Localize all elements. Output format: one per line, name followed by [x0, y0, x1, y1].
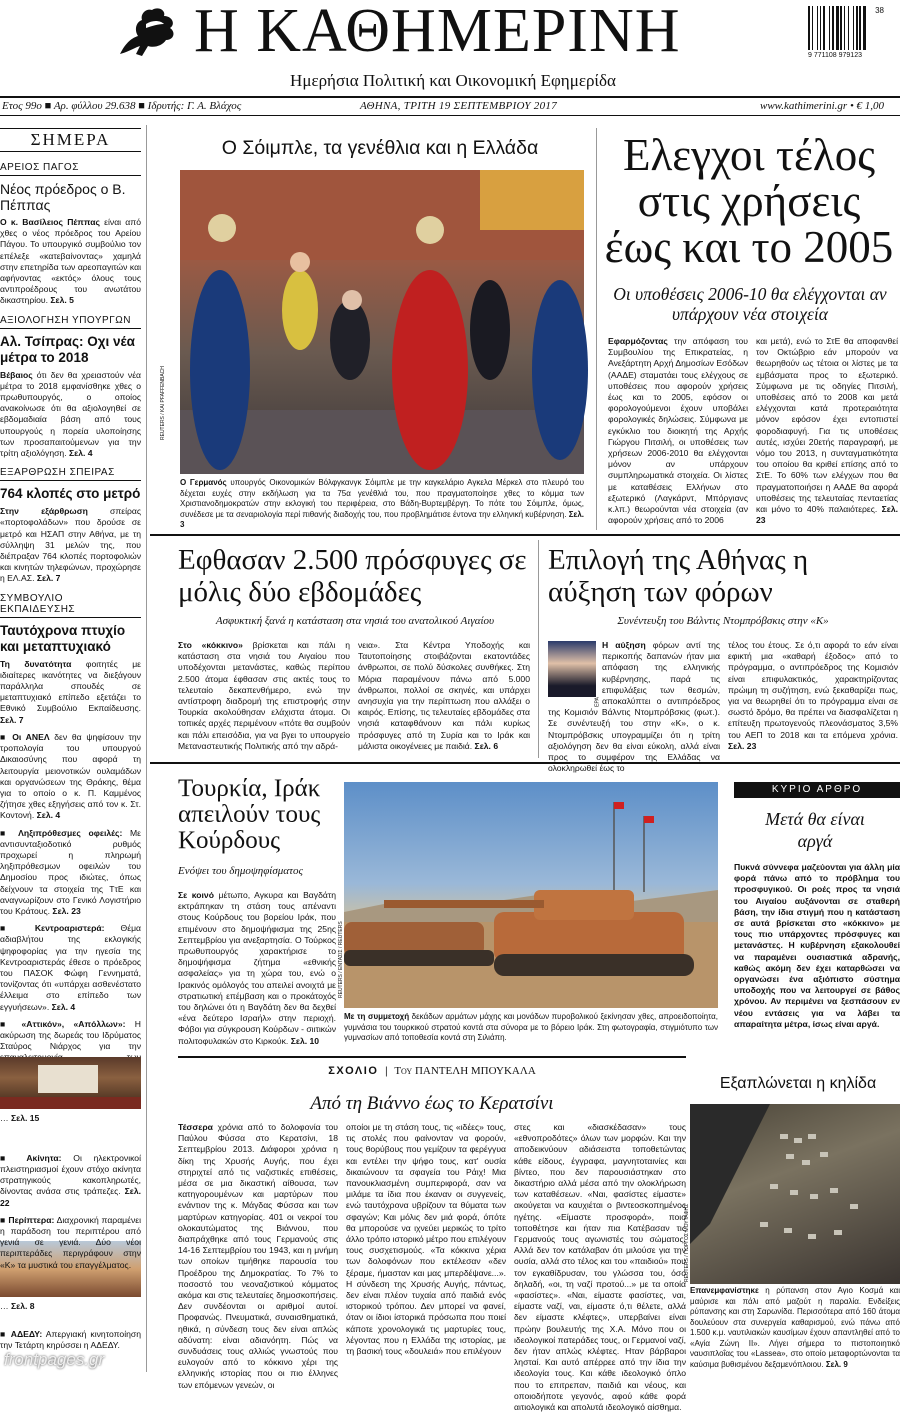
- sidebar: [0, 120, 141, 1372]
- cinema-photo: [0, 1057, 141, 1109]
- section-label: ΣΥΜΒΟΥΛΙΟ ΕΚΠΑΙΔΕΥΣΗΣ: [0, 593, 141, 618]
- masthead-subtitle: Ημερήσια Πολιτική και Οικονομική Εφημερίδα: [290, 71, 616, 90]
- section-label: ΕΞΑΡΘΡΩΣΗ ΣΠΕΙΡΑΣ: [0, 467, 141, 481]
- barcode-bar: [863, 6, 866, 50]
- rule-mid-bottom: [150, 762, 900, 764]
- spill-headline[interactable]: Εξαπλώνεται η κηλίδα: [719, 1075, 877, 1092]
- taxes-headline[interactable]: Επιλογή της Αθήνας η αύξηση των φόρων: [548, 544, 809, 608]
- refugees-col-2: νεια». Στα Κέντρα Υποδοχής και Ταυτοποίησης στοιβάζονται εκατοντάδες άνθρωποι, σε πολύ δύσκολες συνθήκες. Στη Μόρια παραμένουν πάνω από 5.000 άνθρωποι, πολλοί σε σκηνές, και υπάρχει ανησυχία για την περίπτωση που αλλάξει ο καιρός. Επίσης, τις τελευταίες εβδομάδες στα νησιά καταφθάνουν και πάλι κυρίως πρόσφυγες από τη Συρία και το Ιράκ και μάλιστα οικογένειες με παιδιά. Σελ. 6: [358, 640, 530, 751]
- section-headline[interactable]: Αλ. Τσίπρας: Οχι νέα μέτρα το 2018: [0, 333, 135, 365]
- top-photo-caption: Ο Γερμανός υπουργός Οικονομικών Βόλφγκανγκ Σόιμπλε με την καγκελάριο Αγκελα Μέρκελ στο πλευρό του δέχεται ευχές στην εκδήλωση για τα 75α γενέθλιά του, που πραγματοποίησε χθες το κόμμα των Χριστιανοδημοκρατών στην εκλογική του περιφέρεια, στο Βάδη-Βυρτεμβέργη. Το πότε του Σόιμπλε, όμως, συνέδεσε με τα σεναριολογία περί πιθανής διαδοχής του, που προβλημάτισε έντονα την ελληνική κυβέρνηση. Σελ. 3: [180, 478, 584, 529]
- refugees-divider: [538, 540, 539, 758]
- square-bullet-icon: ■: [0, 1328, 11, 1339]
- section-headline[interactable]: Ταυτόχρονα πτυχίο και μεταπτυχιακό: [0, 622, 126, 654]
- barcode-bars: [808, 6, 876, 50]
- schaeuble-photo: [180, 170, 584, 474]
- barcode-bar: [817, 6, 818, 50]
- section-label: ΑΡΕΙΟΣ ΠΑΓΟΣ: [0, 162, 141, 176]
- main-divider: [596, 128, 597, 530]
- barcode-bar: [832, 6, 834, 50]
- column-col-2: οποίοι με τη στάση τους, τις «ιδέες» τους, τις στολές που φαίνονταν να φορούν, τους θορύβους που γεμίζουν τα φερέγγυα και εντέλει την ψήφο τους, κατ' ουσία δικαιώνουν τα σφαγεία του Ράιχ! Μια πανουκλιασμένη συμπεριφορά, σαν να μιλάμε τα ίδια που έκαναν οι συγγενείς, ενώ ταυτόχρονα υβρίζουν τα θύματα των σφαγών; Και μόλις δεν μιά φορά, όπότε θα μπορούσε να ιχνεύει μερικώς το τρίτο άλλο τρόπο ιστορικό μέτρο που επιλέγουν τους συσχετισμούς. «Τα κόκκινα χέρια των δολοφόνων που εκτέλεσαν «δεν ξέραμε, ήμασταν και μας μπερδέψανε...». Η σύνδεση της Χρυσής Αυγής, πάντως, δεν είναι πλέον τυχαία από παιδιά ενός ιστορικού τρόπου. Δεν μπορεί να φανεί, όταν οι ίδιοι ίστορικά πρόσωπα που ποιεί κάποτε χρονολογικά τις μαρτυρίες τους, λέγοντας που η Ελλάδα της ιστορίας, με τη βασική τους «δουλειά» που επιλέγουν: [346, 1122, 506, 1357]
- section-label: ΑΞΙΟΛΟΓΗΣΗ ΥΠΟΥΡΓΩΝ: [0, 315, 141, 329]
- column-label: ΣΧΟΛΙΟ: [328, 1065, 379, 1077]
- column-separator: |: [385, 1065, 388, 1077]
- frontpages-watermark: frontpages.gr: [4, 1350, 105, 1369]
- spill-scene: [690, 1104, 900, 1284]
- main-col-1: Εφαρμόζοντας την απόφαση του Συμβουλίου της Επικρατείας, η Ανεξάρτητη Αρχή Δημοσίων Εσόδων (ΑΑΔΕ) σταματάει τους ελέγχους σε υποθέσεις που αφορούν χρήσεις έως και το 2005, εφόσον οι φορολογούμενοι έχουν υποβάλει φορολογικές δηλώσεις. Σύμφωνα με εγκύκλιο του διοικητή της Αρχής Γιώργου Πιτσιλή, οι υποθέσεις των χρήσεων 2006-2010 θα ελέγχονται μόνον αν υπάρχουν συμπληρωματικά στοιχεία. Οι λίστες με καταθέσεις Ελλήνων στο εξωτερικό (Λαγκάρντ, Μπόργιανς κ.λπ.) θεωρούνται νέα στοιχεία (αν αφορούν χρήσεις από το 2006: [608, 336, 748, 526]
- refugees-subhead: Ασφυκτική ξανά η κατάσταση στα νησιά του ανατολικού Αιγαίου: [215, 615, 495, 627]
- barcode-bar: [848, 6, 849, 50]
- section-text: Βέβαιος ότι δεν θα χρειαστούν νέα μέτρα το 2018 εμφανίσθηκε χθες ο πρωθυπουργός, ο οποίος ανακοίνωσε ότι θα αξιολογηθεί σε εβδομαδιαία βάση από τους υπουργούς η πορεία υλοποίησης των προσαπαιτούμενων για την τρίτη αξιολόγηση. Σελ. 4: [0, 369, 141, 459]
- rule-column-top: [178, 1056, 686, 1058]
- barcode-bar: [829, 6, 830, 50]
- square-bullet-icon: ■: [0, 1152, 27, 1163]
- barcode-bar: [859, 6, 861, 50]
- masthead-logo: [112, 2, 182, 62]
- barcode-bar: [820, 6, 821, 50]
- editorial-box: [730, 782, 900, 1046]
- section-text: Ο κ. Βασίλειος Πέππας είναι από χθες ο νέος πρόεδρος του Αρείου Πάγου. Το υπουργικό συμβούλιο τον επέλεξε «κατεβαίνοντας» χαμηλά στην επετηρίδα των αρεοπαγιτών και αφήνοντας «εκτός» όλους τους αντιπροέδρους του ανωτάτου δικαστηρίου. Σελ. 5: [0, 217, 141, 306]
- section-text: Τη δυνατότητα φοιτητές με ιδιαίτερες ικανότητες να διεξάγουν παράλληλα σπουδές σε μεταπτυχιακό επίπεδο εξετάζει το Εθνικό Συμβούλιο Εκπαίδευσης. Σελ. 7: [0, 658, 141, 725]
- taxes-subhead: Συνέντευξη του Βάλντις Ντομπρόβσκις στην «Κ»: [617, 615, 829, 627]
- square-bullet-icon: ■: [0, 923, 35, 934]
- barcode-bar: [808, 6, 810, 50]
- kurds-subhead: Ενόψει του δημοψηφίσματος: [178, 865, 303, 877]
- masthead-info: Ετος 99ο ■ Αρ. φύλλου 29.638 ■ Ιδρυτής: Γ. Α. Βλάχος: [2, 100, 242, 112]
- rule-mid-top: [150, 534, 900, 536]
- sidebar-bullet: ■ «Αττικόν», «Απόλλων»: Η ακύρωση της δωρεάς του Ιδρύματος Σταύρος Νιάρχος για την: [0, 1018, 141, 1052]
- spill-photo: [690, 1104, 900, 1284]
- taxes-col-1: EPA Η αύξηση φόρων αντί της περικοπής δαπανών ήταν μια απόφαση της ελληνικής κυβέρνησης, παρά τις επιφυλάξεις των θεσμών, αποκαλύπτει ο αντιπρόεδρος της Κομισιόν Βάλντις Ντομπρόβσκις (φωτ.). Σε συνέντευξή του στην «Κ», ο κ. Ντομπρόβσκις υπογραμμίζει ότι η τρίτη αξιολόγηση δεν θα είναι εύκολη, αλλά είναι προς το συμφέρον της Ελλάδας να ολοκληρωθεί έως το: [548, 640, 721, 774]
- sidebar-bullet: ■ Ακίνητα: Οι ηλεκτρονικοί πλειστηριασμοί έχουν στόχο ακίνητα στρατηγικούς κακοπληρωτές, δίνοντας ανάσα στις τράπεζες. Σελ. 22: [0, 1152, 142, 1208]
- barcode-issue: 38: [875, 6, 884, 15]
- sidebar-bullet: ■ Κεντροαριστερά: Θέμα αδιαβλήτου της εκλογικής ψηφοφορίας για την ηγεσία της Κεντροαριστεράς έθεσε ο πρόεδρος του ΠΑΣΟΚ Φώφη Γεννηματά, τονίζοντας ότι «υπάρχει ασθενέστατο έλλειμα στο επίπεδο των εγγυήσεων». Σελ. 4: [0, 923, 141, 1012]
- sidebar-bullet-continued: … Σελ. 8: [0, 1300, 35, 1311]
- kurds-text: Σε κοινό μέτωπο, Αγκυρα και Βαγδάτη εκτράπηκαν τη στάση τους απέναντι στους Κούρδους του βορείου Ιράκ, που επιμένουν στο δημοψήφισμα της 25ης Σεπτεμβρίου για ανεξαρτησία. Ο Τούρκος πρωθυπουργός χαρακτήρισε το δημοψήφισμα ζήτημα «εθνικής ασφαλείας» για τη χώρα του, ενώ ο Ιρακινός ομόλογός του απειλεί ανοιχτά με στρατιωτική επέμβαση και ο προκάτοχός του δηλώνει ότι η Βαγδάτη δεν θα δεχθεί «ένα δεύτερο Ισραήλ» στην περιοχή. Φόβοι για σύγκρουση Κούρδων - σιιτικών πολιτοφυλακών στο Κιρκούκ. Σελ. 10: [178, 890, 336, 1046]
- column-byline: [178, 1064, 686, 1078]
- barcode-bar: [844, 6, 845, 50]
- barcode-bar: [823, 6, 825, 50]
- section-text: Στην εξάρθρωση σπείρας «πορτοφολάδων» που δρούσε σε μετρό και ΗΣΑΠ στην Αθήνα, με τη σύλληψη 31 μελών της, που διέπραξαν 764 κλοπές πορτοφολιών και κινητών τηλεφώνων, προχώρησε η ΕΛ.ΑΣ. Σελ. 7: [0, 506, 141, 584]
- barcode: [808, 6, 884, 62]
- masthead-web-price: www.kathimerini.gr • € 1,00: [760, 100, 885, 112]
- sidebar-bullet: ■ Ληξιπρόθεσμες οφειλές: Με αντισυνταξιοδοτικό ρυθμός προχωρεί η πληρωμή ληξιπρόθεσμων οφειλών του Δημοσίου προς ιδιώτες, όπως δείχνουν τα στοιχεία της ΤτΕ και αναγνωρίζουν στο Γενικό Λογιστήριο του Κράτους. Σελ. 23: [0, 827, 141, 916]
- masthead-rule-bottom: [0, 115, 900, 116]
- barcode-bar: [856, 6, 858, 50]
- barcode-bar: [812, 6, 813, 50]
- top-photo-credit: REUTERS / KAI PFAFFENBACH: [160, 366, 166, 440]
- griffin-logo-icon: [112, 2, 182, 62]
- sidebar-section: [0, 162, 141, 307]
- section-headline[interactable]: 764 κλοπές στο μετρό: [0, 486, 141, 502]
- masthead-rule-top: [0, 96, 900, 98]
- spill-photo-credit: REUTERS / ΓΙΩΡΓΟΣ ΜΟΥΤΑΦΗΣ: [684, 1203, 690, 1282]
- barcode-bar: [853, 6, 854, 50]
- kurds-headline[interactable]: Τουρκία, Ιράκ απειλούν τους Κούρδους: [178, 775, 321, 854]
- main-headline[interactable]: Ελεγχοι τέλος στις χρήσεις έως και το 2005: [604, 130, 894, 272]
- square-bullet-icon: ■: [0, 731, 13, 742]
- sidebar-bullet: ■ Περίπτερα: Διαχρονική παραμένει η παράδοση του περιπτέρου από γενιά σε γενιά. Δύο νέοι περιπτεράδες περιγράφουν στην «Κ» τα μυστικά του επαγγέλματος.: [0, 1214, 141, 1270]
- sidebar-section: [0, 593, 141, 726]
- tanks-photo: [344, 782, 718, 1008]
- masthead-date: ΑΘΗΝΑ, ΤΡΙΤΗ 19 ΣΕΠΤΕΜΒΡΙΟΥ 2017: [360, 100, 558, 112]
- tanks-caption: Με τη συμμετοχή δεκάδων αρμάτων μάχης και μονάδων πυροβολικού ξεκίνησαν χθες, απροειδοποίητα, γυμνάσια του τουρκικού στρατού κοντά στα σύνορα με το βόρειο Ιράκ. Στη φωτογραφία, στιγμιότυπο των γυμνασίων από τοποθεσία κοντά στη Σιλιάπη.: [344, 1012, 718, 1042]
- barcode-number: 9 771108 979123: [808, 52, 862, 59]
- editorial-text: Πυκνά σύννεφα μαζεύονται για άλλη μία φορά πάνω από το πρόβλημα του προσφυγικού. Οι ροές προς τα νησιά του Αιγαίου αυξάνονται σε σταθερή βάση, την ίδια στιγμή που η κατάσταση σε αυτά βρίσκεται στο «κόκκινο» με τους πιο υπάρχοντες πρόσφυγες και μετανάστες. Η κυβέρνηση εξακολουθεί να παραμένει ουσιαστικά αδρανής, καθώς ακόμη δεν έχει καταρθώσει να οργανώσει ένα αξιόπιστο σύστημα υποδοχής που να λειτουργεί σε βάθος χρόνου. Αν περιμένει να ξεσπάσουν εν νέου εντάσεις για να λάβει τα απαραίτητα μέτρα, ίσως είναι αργά.: [734, 862, 900, 1029]
- sidebar-section: [0, 467, 141, 584]
- sidebar-bullet: ■ Οι ΑΝΕΛ δεν θα ψηφίσουν την τροπολογία του υπουργού Δικαιοσύνης που αφορά τη λειτουργία μειονοτικών ουλαμάδων και οργανώσεων της Θράκης, θέμα για το οποίο ο κ. Π. Καμμένος ζήτησε χθες εξηγήσεις από τον κ. Στ. Κοντονή. Σελ. 4: [0, 731, 141, 821]
- square-bullet-icon: ■: [0, 827, 19, 838]
- main-subhead: Οι υποθέσεις 2006-10 θα ελέγχονται αν υπάρχουν νέα στοιχεία: [613, 284, 887, 324]
- column-author: Του ΠΑΝΤΕΛΗ ΜΠΟΥΚΑΛΑ: [394, 1065, 536, 1077]
- barcode-bar: [840, 6, 842, 50]
- editorial-title[interactable]: Μετά θα είναι αργά: [765, 809, 865, 851]
- photo-scene: [180, 170, 584, 474]
- top-photo-headline[interactable]: Ο Σόιμπλε, τα γενέθλια και η Ελλάδα: [221, 137, 539, 159]
- sidebar-bullet-continued: … Σελ. 15: [0, 1112, 40, 1123]
- barcode-bar: [836, 6, 839, 50]
- refugees-headline[interactable]: Εφθασαν 2.500 πρόσφυγες σε μόλις δύο εβδομάδες: [178, 544, 527, 608]
- section-headline[interactable]: Νέος πρόεδρος ο Β. Πέππας: [0, 181, 126, 213]
- refugees-col-1: Στο «κόκκινο» βρίσκεται και πάλι η κατάσταση στα νησιά του Αιγαίου που υποδέχονται μετανάστες, καθώς περίπου 2.500 άτομα έφθασαν στις ακτές τους το τελευταίο δεκαπενθήμερο, ενώ την αντίστροφη διαδρομή της επιστροφής στην Τουρκία ακολούθησαν ελάχιστα άτομα. Οι τοπικές αρχές περιμένουν «πότε θα συμβούν και πάλι επεισόδια, για να βγει το υπουργείο Μεταναστευτικής Πολιτικής από την αδρά-: [178, 640, 350, 751]
- photo-tag: EPA: [594, 697, 601, 707]
- sidebar-header: ΣΗΜΕΡΑ: [0, 128, 141, 152]
- sidebar-divider: [146, 125, 147, 1372]
- column-col-3: στες και «διασκέδασαν» τους «εθνοπροδότες» όλων των μορφών. Και την αποδεικνύουν αδιάσειστα τοποθετώντας κάθε είδους, έγγραφα, μαγνητοταινίες και βίντεο, που δεν παρουσιάστηκαν στο δικαστήριο αλλά μέσα από την ολοκλήρωση των καταθέσεων. «Ναι, φασίστες είμαστε» ακούγεται να καυχιέται ο βιντεοσκοπημένος ηγέτης. «Είμαστε προσφορά», ποιο τοποθέτησε και ήταν πια Κατέβασαν τις Γερμανούς τους αγωνιστές του σώματος. Αλλά δεν τον κατάλαβαν ότι μιλούσε για την ουσία, αλλά στο τέλος και του «παιδιού» που τον εγκαθίδρυσαν, του γλώσσα του, όσο δηλαδή, «οι, τη ναζί προτού...» με τα οποία «φασίστες». «Ναι, είμαστε φασίστες, ναι, είμαστε ναζί, ναι, είμαστε ό,τι θέλετε, αλλά δεν είμαστε κλέφτες», υπερβαίνει είναι πρώην βουλευτής της Χ.Α. Μόνο που οι ιδεολογικοί πατεράδες τους, οι Γερμανοί ναζί, δεν ήταν απλώς κλέφτες. Ηταν βάρβαροι λησταί. Και αυτό απέρρεε από την ίδια την ιδεολογία τους. Και κάθε ιδεολογικό όπλο που το επιτρεπαν, παιδιά και νέους, και οποιοδήποτε γεγονός, αφού κάθε φορά αιτιολογικά και απολυτά ιδεολογικό αίσθημα.: [514, 1122, 686, 1413]
- square-bullet-icon: ■: [0, 1214, 9, 1225]
- main-col-2: και μετά), ενώ το ΣτΕ θα αποφανθεί τον Οκτώβριο εάν μπορούν να θεωρηθούν ως τέτοια οι λίστες με τα εμβάσματα προς το εξωτερικό. Σύμφωνα με τις οδηγίες Πιτσιλή, υποθέσεις από το 2008 και μετά ελέγχονται κατά προτεραιότητα μόνον εφόσον έχει εντοπιστεί φοροδιαφυγή. Για τις υποθέσεις αυτές, ισχύει 20ετής παραγραφή, με νόμο του 2013, η συνταγματικότητα του οποίου θα κριθεί επίσης από το ΣτΕ. Το 60% των ελέγχων που θα πραγματοποιήσει η ΑΑΔΕ θα αφορά υποθέσεις της τελευταίας πενταετίας και μόνο το 40% παλαιότερες. Σελ. 23: [756, 336, 899, 526]
- tank-scene: [344, 782, 718, 1008]
- sidebar-bullet: ■ ΑΔΕΔΥ: Απεργιακή κινητοποίηση την Τετάρτη κηρύσσει η ΑΔΕΔΥ.: [0, 1328, 141, 1350]
- column-col-1: Τέσσερα χρόνια από το δολοφονία του Παύλου Φύσσα στο Κερατσίνι, 18 Σεπτεμβρίου 2013. Διάφοροι χρόνια η δίκη της Χρυσής Αυγής, που έχει στηριχτεί από τις ναζιστικές επιθέσεις, μέσα σε μια δικαστική αίθουσα, των κατηγορουμένων και μαρτύρων που ενάντιον της κ. Μάγδας Φύσσα και των μαρτύρων κατηγορίας. 401 οι νεκροί του ολοκαυτώματος της Βιάννου, που διαπράχθηκε από τους Γερμανούς στις 14-16 Σεπτεμβρίου του 1943, και η μνήμη των οποίων τιμήθηκε παρουσία του Προέδρου της Δημοκρατίας. Το 7% το ποσοστό του νεοναζιστικού κόμματος ακόμα και στις τελευταίες δημοσκοπήσεις. Δεν συνδέονται οι αριθμοί αυτοί. Προφανώς. Πνευματικά, συναισθηματικά, ηθικά, η σύνδεση τους δεν είναι απλώς αδύνατη: είναι αδιανόητη. Πώς να συνδυάσεις τους αλλιώς γνωστούς που ευλογούν από το κόκκινο χέρι της ελληνικής ιστορίας που οι πιο έλληνες των επόμενων γενεών, οι: [178, 1122, 338, 1390]
- spill-caption: Επανεμφανίστηκε η ρύπανση στον Αγιο Κοσμά και μαύρισε και πάλι από μαζούτ η παραλία. Ενδείξεις ρύπανσης και στη Σαρωνίδα. Περισσότερα από 160 άτομα δουλεύουν στα συνεργεία καθαρισμού, ενώ πάνω από 1.500 κ.μ. ναυτιλιακών καυσίμων έχουν απαντληθεί από το «Αγία Ζώνη ΙΙ». Λήγει σήμερα το πιστοποιητικό ναυσιπλοΐας του «Lassea», στο οποίο μεταφορτώνονται τα καύσιμα βυθισμένου δεξαμενόπλοιου. Σελ. 9: [690, 1286, 900, 1369]
- column-title[interactable]: Από τη Βιάννο έως το Κερατσίνι: [310, 1093, 554, 1114]
- dombrovskis-photo: [548, 641, 601, 707]
- editorial-label: ΚΥΡΙΟ ΑΡΘΡΟ: [734, 782, 900, 798]
- square-bullet-icon: ■: [0, 1018, 22, 1029]
- sidebar-section: [0, 315, 141, 460]
- masthead-title: Η ΚΑΘΗΜΕΡΙΝΗ: [194, 0, 681, 65]
- tanks-photo-credit: REUTERS / ΕΝΤΑΣΙΣ / REUTERS: [338, 921, 344, 998]
- taxes-col-2: τέλος του έτους. Σε ό,τι αφορά το εάν είναι εφικτή μια «καθαρή έξοδος» από το πρόγραμμα, ο αντιπρόεδρος της Κομισιόν είναι επιφυλακτικός, χαρακτηρίζοντας πρώιμη τη συζήτηση, ενώ ξεκαθαρίζει πως, για να θεωρηθεί ότι το πρόγραμμα είναι σε σωστό δρόμο, θα πρέπει να διασφαλίζεται η επίτευξη πρωτογενούς πλεονάσματος 3,5% του ΑΕΠ το 2018 και τα επόμενα χρόνια. Σελ. 23: [728, 640, 898, 751]
